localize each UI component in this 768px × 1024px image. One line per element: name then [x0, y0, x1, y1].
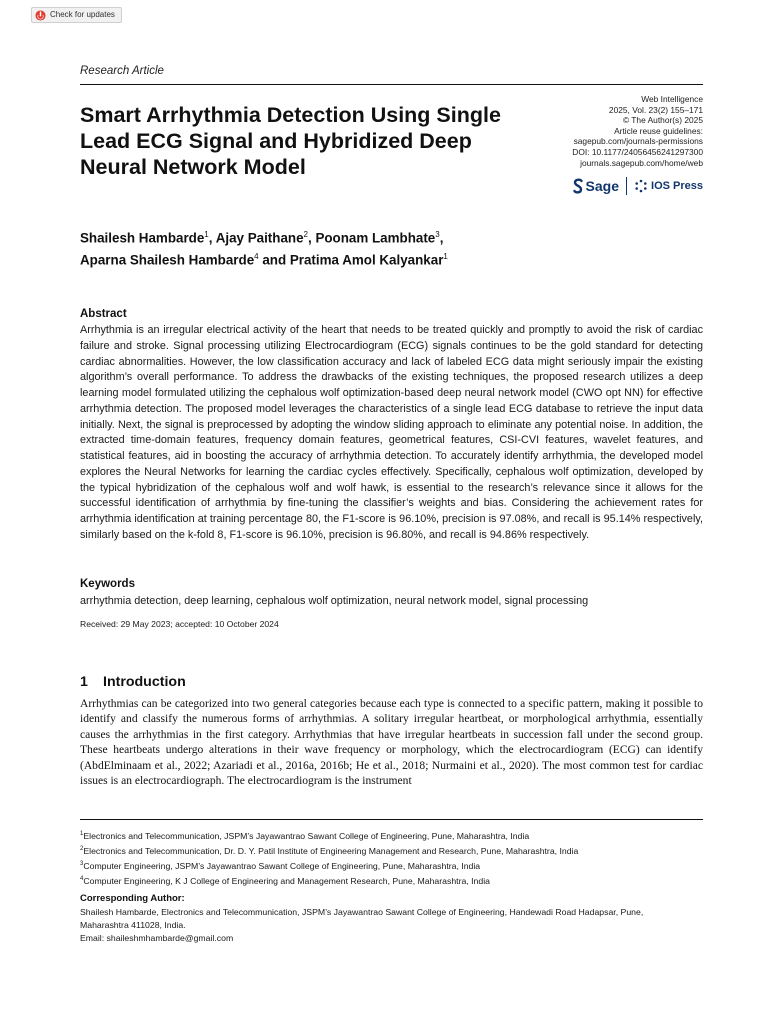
abstract-text: Arrhythmia is an irregular electrical activity of the heart that needs to be treated quickly and promptly to avoid the risk of cardiac failure and stroke. Signal processing utilizing Electrocardiogram (ECG) signals continues to be the gold standard for detecting cardiac abnormalities. However, the low classification accuracy and lack of labeled ECG data might seriously impair the existing algorithm’s overall performance. To address the drawbacks of the existing techniques, the proposed research utilizes a deep learning model formulated utilizing the cephalous wolf optimization-based deep neural network model (CWO opt NN) for effective arrhythmia detection. The proposed model leverages the characteristics of a single lead ECG database to retrieve the input data initially. Next, the signal is preprocessed by adopting the window sliding approach to eliminate any potential noise. In addition, the extracted time-domain features, frequency domain features, geometrical features, CSI-CVI features, wavelet features, and statistical features, aid in boosting the accuracy of arrhythmia detection. To accurately identify arrhythmia, the developed model explores the Neural Networks for learning the cardiac cycles effectively. Specifically, cephalous wolf optimization, developed by the typical hybridization of the cephalous wolf and wolf hawk, is essential to the research’s relevance since it allows for the successful identification of arrhythmia by fine-tuning the classifier’s weights and bias. Considering the achievement rates for arrhythmia identification at training percentage 80, the F1-score is 96.10%, precision is 97.08%, and recall is 95.14% respectively, similarly based on the k-fold 8, F1-score is 96.10%, precision is 96.80%, and recall is 94.86% respectively.	[80, 324, 703, 541]
author-affiliation-mark: 1	[443, 252, 448, 262]
header-rule	[80, 84, 703, 85]
keywords-text: arrhythmia detection, deep learning, cephalous wolf optimization, neural network model, signal processing	[80, 595, 589, 607]
logo-divider	[626, 177, 627, 195]
author-list: Shailesh Hambarde$^1$, Ajay Paithane$^2$, Poonam Lambhate$^3$, Aparna Shailesh Hambarde$^4$ and Pratima Amol Kalyankar$^1$	[80, 230, 448, 268]
check-updates-icon	[35, 10, 46, 21]
sage-logo	[573, 178, 619, 194]
author-name: Shailesh Hambarde	[80, 230, 205, 246]
section-title: Introduction	[103, 674, 186, 690]
reuse-link[interactable]: sagepub.com/journals-permissions	[573, 136, 703, 147]
affiliation-item: $^1$Electronics and Telecommunication, JSPM’s Jayawantrao Sawant College of Engineering, Pune, Maharashtra, India	[80, 830, 530, 841]
journal-name: Web Intelligence	[641, 94, 703, 104]
sage-logo-text: Sage	[585, 178, 620, 194]
corresponding-author-details	[80, 906, 680, 945]
check-for-updates-button[interactable]	[31, 7, 122, 23]
received-accepted-dates: Received: 29 May 2023; accepted: 10 October 2024	[80, 619, 279, 629]
article-title: Smart Arrhythmia Detection Using Single Lead ECG Signal and Hybridized Deep Neural Network Model	[80, 103, 501, 179]
affiliation-item: $^3$Computer Engineering, JSPM’s Jayawantrao Sawant College of Engineering, Pune, Maharashtra, India	[80, 861, 481, 872]
sage-s-icon	[573, 178, 583, 194]
reuse-label: Article reuse guidelines:	[614, 125, 703, 136]
author-name: Ajay Paithane	[215, 230, 304, 246]
author-name: Aparna Shailesh Hambarde	[80, 252, 255, 268]
author-affiliation-mark: 1	[204, 230, 209, 239]
author-affiliation-mark: 2	[303, 230, 308, 239]
affiliations	[80, 828, 703, 888]
author-name: Pratima Amol Kalyankar	[289, 252, 444, 268]
author-name: Poonam Lambhate	[315, 230, 436, 246]
affiliation-item: $^2$Electronics and Telecommunication, Dr. D. Y. Patil Institute of Engineering Management and Research, Pune, Maharashtra, India	[80, 845, 579, 856]
journal-meta	[572, 94, 703, 168]
affiliation-item: $^4$Computer Engineering, K J College of Engineering and Management Research, Pune, Maharashtra, India	[80, 876, 490, 887]
doi[interactable]: DOI: 10.1177/24056456241297300	[572, 146, 703, 157]
corresponding-author-heading: Corresponding Author:	[80, 893, 185, 904]
ios-dots-icon	[634, 179, 648, 193]
check-updates-label: Check for updates	[50, 10, 115, 19]
author-affiliation-mark: 4	[254, 252, 259, 262]
section-number: 1	[80, 674, 88, 690]
introduction-text: Arrhythmias can be categorized into two general categories because each type is connected to a specific pattern, making it possible to identify and classify the numerous forms of arrhythmias. A solitary irregular heartbeat, or morphological arrhythmia, essentially causes the arrhythmias in the first category. Arrhythmias that have irregular heartbeats in succession fall under the second group. These heartbeats undergo alterations in their wave frequency or morphology, which the electrocardiogram (ECG) can identify (AbdElminaam et al., 2022; Azariadi et al., 2016a, 2016b; He et al., 2018; Nurmaini et al., 2020). The most common test for cardiac issues is an electrocardiograph. The electrocardiogram is the instrument	[80, 698, 703, 788]
ios-press-text: IOS Press	[651, 180, 703, 192]
abstract-heading: Abstract	[80, 308, 127, 320]
publisher-logos	[573, 177, 703, 195]
author-affiliation-mark: 3	[435, 230, 440, 239]
journal-link[interactable]: journals.sagepub.com/home/web	[580, 157, 703, 168]
ios-press-logo	[634, 179, 703, 193]
keywords-heading: Keywords	[80, 578, 135, 590]
journal-volume: 2025, Vol. 23(2) 155–171	[608, 104, 703, 115]
introduction-heading	[80, 674, 186, 690]
footnote-rule	[80, 819, 703, 820]
corresponding-email[interactable]: Email: shaileshmhambarde@gmail.com	[80, 933, 234, 943]
article-type: Research Article	[80, 65, 164, 77]
copyright: © The Author(s) 2025	[622, 115, 703, 126]
corresponding-address: Shailesh Hambarde, Electronics and Telecommunication, JSPM’s Jayawantrao Sawant College of Engineering, Handewadi Road Hadapsar, Pune, Maharashtra 411028, India.	[80, 907, 644, 930]
